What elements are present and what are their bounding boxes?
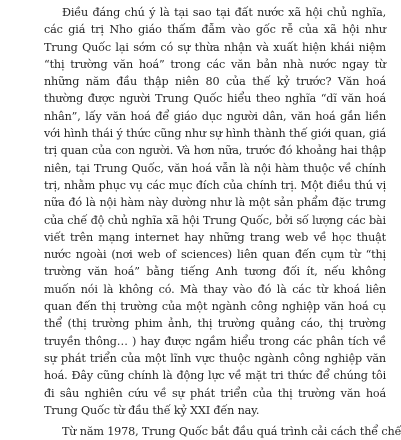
paragraph: Điều đáng chú ý là tại sao tại đất nước xã hội chủ nghĩa, các giá trị Nho giáo thấm đẫm vào gốc rễ của xã hội như Trung Quốc lại sớm có sự thừa nhận và xuất hiện khái niệm “thị trường văn hoá” trong các văn bản nhà nước ngay từ những năm đầu thập niên 80 của thế kỷ trước? Văn hoá thường được người Trung Quốc hiểu theo nghĩa “dĩ văn hoá nhân”, lấy văn hoá để giáo dục người dân, văn hoá gắn liền với hình thái ý thức cũng như sự hình thành thế giới quan, giá trị quan của con người. Và hơn nữa, trước đó khoảng hai thập niên, tại Trung Quốc, văn hoá vẫn là nội hàm thuộc về chính trị, nhằm phục vụ các mục đích của chính trị. Một điều thú vị nữa đó là nội hàm này dường như là một sản phẩm đặc trưng của chế độ chủ nghĩa xã hội Trung Quốc, bởi số lượng các bài viết trên mạng internet hay những trang web về học thuật nước ngoài (nơi web of sciences) liên quan đến cụm từ “thị trường văn hoá” bằng tiếng Anh tương đối ít, nếu không muốn nói là không có. Mà thay vào đó là các từ khoá liên quan đến thị trường của một ngành công nghiệp văn hoá cụ thể (thị trường phim ảnh, thị trường quảng cáo, thị trường truyền thông… ) hay được ngầm hiểu trong các phân tích về sự phát triển của một lĩnh vực thuộc ngành công nghiệp văn hoá. Đây cũng chính là động lực về mặt tri thức để chúng tôi đi sâu nghiên cứu về sự phát triển của thị trường văn hoá Trung Quốc từ đầu thế kỷ XXI đến nay. [44, 6, 386, 417]
paragraph: Từ năm 1978, Trung Quốc bắt đầu quá trình cải cách thể chế [62, 425, 401, 439]
body-text [44, 4, 401, 440]
